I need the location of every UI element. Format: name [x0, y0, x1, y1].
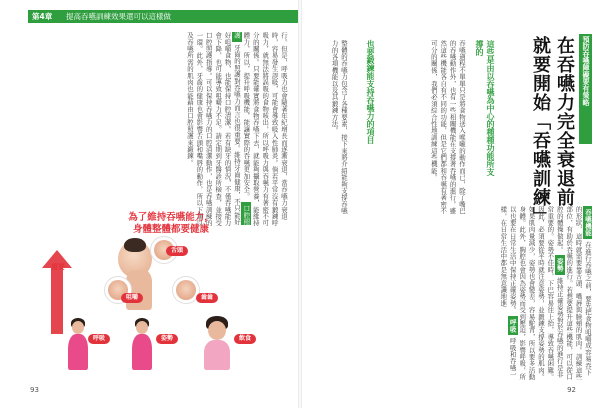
block-text-swallow: 在進行吞嚥之前，要先把食物咀嚼成容易吞下的形狀，這時就需要靠舌頭、嘴唇與臉頰的肌肉。訓練這些部位，有助於吞嚥的進行。若想要提升這些機能，可以從口腔的體操做起。 [555, 206, 592, 381]
subheading-2: 也要鍛鍊能支持吞嚥力的項目 [366, 40, 375, 144]
block-label-breath: 呼吸 [508, 316, 518, 336]
breathing-person-illustration [66, 318, 90, 370]
page-number-right: 92 [567, 386, 576, 394]
diet-label: 飲食 [234, 334, 256, 344]
chew-label: 咀嚼 [121, 293, 143, 303]
right-lower-block [310, 206, 592, 382]
block-text-breath: 呼吸和吞嚥一樣，在日常生活中都是無意識地進 [499, 206, 517, 378]
breath-label: 呼吸 [88, 334, 110, 344]
diet-person-illustration [200, 316, 234, 370]
illustration-title-line-2: 身體整體都要健康 [132, 224, 209, 235]
important-label: 重要 [51, 263, 65, 271]
block-label-swallow: 吞嚥機能 [583, 206, 592, 239]
teeth-label: 齒齒 [196, 293, 218, 303]
block-label-posture: 姿勢 [555, 255, 565, 275]
illustration-title [86, 212, 256, 236]
right-body-1: 吞嚥過程不單單只是將食物送入喉嚨的動作而已，除了嘴巴的吞嚥動作外，也有一些相關機能在支撐著吞嚥的進行。雖然這些機能各自有不同的功能，但是它們都和吞嚥有著密不可分的關係，我們必須綜合性地訓練這些機能。 [429, 40, 466, 215]
right-body-2: 整體的吞嚥力包含了各種要素，接下來將介紹能夠支撐吞嚥力的各項機能以及其鍛鍊方法。 [330, 40, 348, 215]
left-paragraph-1: 行。但是，呼吸力也會隨著年紀增長而逐漸衰退，當吞嚥力衰退時，容易發生誤吸，可能會導致吸入性肺炎。倘若平常沒有鍛鍊呼吸力，就無法將誤吸的食物咳出，所以呼吸力與吞嚥力有著密不可分的關係。只要能確實將食物吞嚥下去，就能夠攝取營養，能維持體力，所以，提升呼吸機能，能讓實際的吞嚥更加安全。 [242, 32, 288, 227]
posture-label: 姿勢 [156, 334, 178, 344]
illustration-title-line-1: 為了維持吞嚥能力， [128, 212, 214, 223]
right-page [300, 0, 600, 408]
left-paragraph-2: 牙齒的照護對吞嚥力而言也很重要。維持牙齒健康，不只能好好咀嚼食物，也能保持口腔清潔。若有缺牙的情況，不僅吞嚥能力會下降，也可能導致咀嚼力不足。請定期到牙醫診所檢查，並接受口腔照護指導。可以保持吞嚥力的口腔清潔動作，也是吞嚥訓練的一環。此外，牙齒的健康也會影響舌頭和嘴唇的動作，所以下頷以及吞嚥所需的肌肉也能藉由口腔照護來鍛鍊。 [185, 32, 241, 227]
main-title-line-1: 在吞嚥力完全衰退前 [554, 36, 575, 207]
block-text-posture: 維持正確姿勢對於吞嚥的進行是非常重要的。姿勢不佳時，下巴容易往上抬，導致吞嚥困難。因此，必須要從平時就注意姿勢，並鍛鍊支撐姿勢的肌肉。如果肌肉量減少，姿勢也會變差，容易駝背，所以要多活動身體。此外，胸腔也會因為姿勢而受到壓迫，影響呼吸，所以也要在日常生活中保持正確姿勢。 [508, 206, 564, 381]
side-tab-text: 預防吞嚥障礙要有策略 [582, 36, 590, 106]
page-number-left: 93 [30, 386, 39, 394]
section-label-oral-care: 口腔照護 [232, 32, 251, 226]
chapter-tag: 第4章 [32, 12, 53, 21]
posture-person-illustration [130, 318, 154, 370]
chapter-title: 提高吞嚥訓練效果還可以這樣做 [66, 12, 171, 21]
tongue-label: 舌頭 [166, 246, 188, 256]
subheading-1: 這些是由以吞嚥為中心的種種功能所支撐的 [475, 40, 495, 176]
main-title-line-2: 就要開始「吞嚥訓練」 [530, 36, 551, 226]
left-body-text [166, 32, 288, 230]
